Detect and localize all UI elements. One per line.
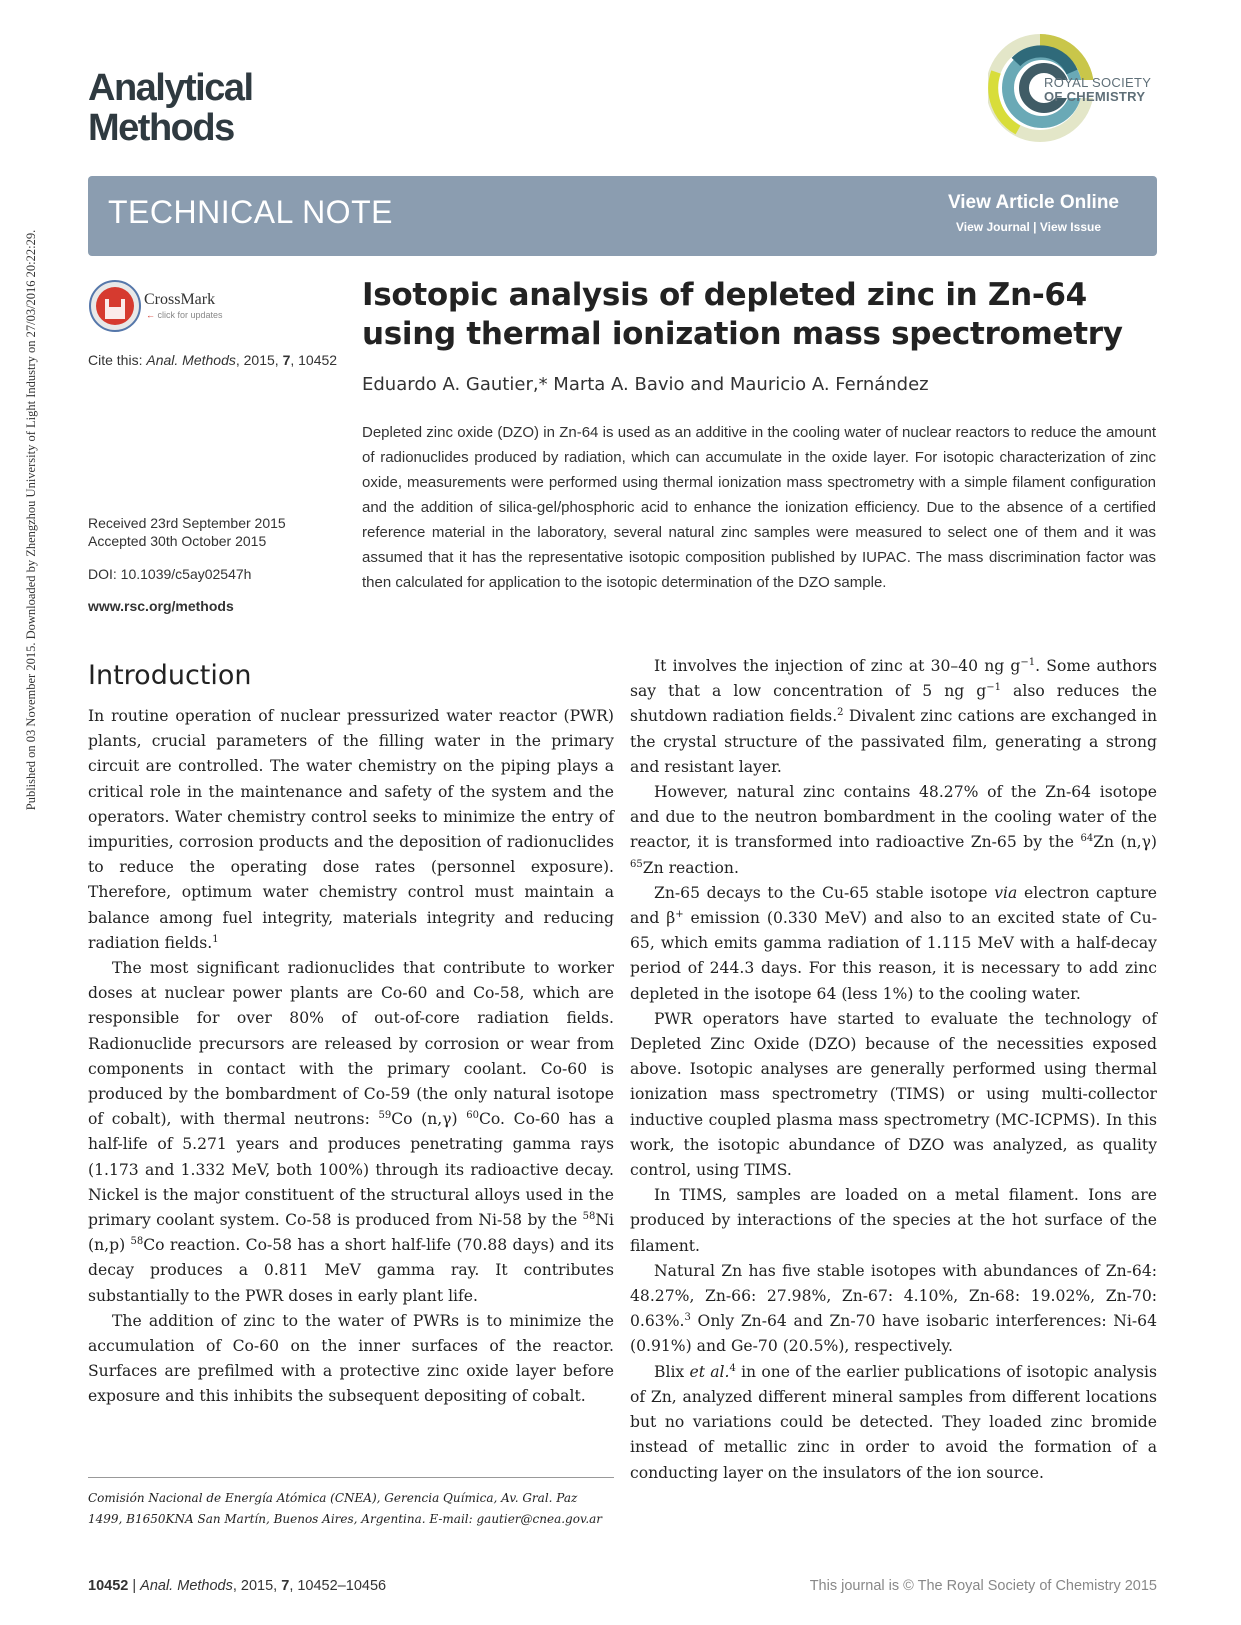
download-notice-text: Published on 03 November 2015. Downloaded by Zhengzhou University of Light Industry on 27/03/2016 20:22:29.	[24, 229, 38, 811]
banner-links: View Journal | View Issue	[956, 220, 1101, 234]
crossmark-icon	[88, 279, 142, 333]
paragraph: Blix et al.$^4$ in one of the earlier publications of isotopic analysis of Zn, analyzed different mineral samples from different locations but no variations could be detected. They loaded zinc bromide instead of metallic zinc in order to avoid the formation of a conducting layer on the insulators of the ion source.	[630, 1362, 1158, 1482]
received-date: Received 23rd September 2015	[88, 515, 286, 531]
affiliation-footnote: Comisión Nacional de Energía Atómica (CNEA), Gerencia Química, Av. Gral. Paz 1499, B1650KNA San Martín, Buenos Aires, Argentina. E-mail: gautier@cnea.gov.ar	[88, 1491, 603, 1526]
paragraph: However, natural zinc contains 48.27% of the Zn-64 isotope and due to the neutron bombardment in the cooling water of the reactor, it is transformed into radioactive Zn-65 by the $^{64}$Zn (n,γ) $^{65}$Zn reaction.	[630, 783, 1157, 877]
view-journal-link[interactable]: View Journal	[956, 220, 1030, 234]
cite-this: Cite this: Anal. Methods, 2015, 7, 10452	[88, 352, 338, 368]
article-type: TECHNICAL NOTE	[108, 194, 393, 230]
section-heading-introduction: Introduction	[88, 660, 252, 691]
paragraph: The most significant radionuclides that contribute to worker doses at nuclear power plants are Co-60 and Co-58, which are responsible for over 80% of out-of-core radiation fields. Radionuclide precursors are released by corrosion or wear from components in contact with the primary coolant. Co-60 is produced by the bombardment of Co-59 (the only natural isotope of cobalt), with thermal neutrons: $^{59}$Co (n,γ) $^{60}$Co. Co-60 has a half-life of 5.271 years and produces penetrating gamma rays (1.173 and 1.332 MeV, both 100%) through its radioactive decay. Nickel is the major constituent of the structural alloys used in the primary coolant system. Co-58 is produced from Ni-58 by the $^{58}$Ni (n,p) $^{58}$Co reaction. Co-58 has a short half-life (70.88 days) and its decay produces a 0.811 MeV gamma ray. It contributes substantially to the PWR doses in early plant life.	[88, 959, 615, 1305]
rsc-logo	[988, 32, 1158, 144]
crossmark-badge[interactable]	[88, 279, 268, 335]
paragraph: In routine operation of nuclear pressurized water reactor (PWR) plants, crucial parameters of the filling water in the primary circuit are controlled. The water chemistry on the piping plays a critical role in the maintenance and safety of the system and the operators. Water chemistry control seeks to minimize the entry of impurities, corrosion products and the deposition of radionuclides to reduce the operating dose rates (personnel exposure). Therefore, optimum water chemistry control must maintain a balance among fuel integrity, materials integrity and reducing radiation fields.$^1$	[88, 707, 614, 952]
journal-logo: Analytical Methods	[88, 67, 253, 149]
paragraph: Natural Zn has five stable isotopes with abundances of Zn-64: 48.27%, Zn-66: 27.98%, Zn-67: 4.10%, Zn-68: 19.02%, Zn-70: 0.63%.$^3$ Only Zn-64 and Zn-70 have isobaric interferences: Ni-64 (0.91%) and Ge-70 (20.5%), respectively.	[630, 1261, 1157, 1356]
right-column	[630, 654, 1157, 1486]
paragraph: Zn-65 decays to the Cu-65 stable isotope via electron capture and β+ emission (0.330 MeV) and also to an excited state of Cu-65, which emits gamma radiation of 1.115 MeV with a half-decay period of 244.3 days. For this reason, it is necessary to add zinc depleted in the isotope 64 (less 1%) to the cooling water.	[630, 883, 1158, 1003]
crossmark-sub: ← click for updates	[146, 310, 223, 320]
authors: Eduardo A. Gautier,* Marta A. Bavio and Mauricio A. Fernández	[362, 374, 929, 395]
crossmark-label: CrossMark	[144, 291, 216, 308]
paragraph: PWR operators have started to evaluate the technology of Depleted Zinc Oxide (DZO) because of the necessities exposed above. Isotopic analyses are generally performed using thermal ionization mass spectrometry (TIMS) or using multi-collector inductive coupled plasma mass spectrometry (MC-ICPMS). In this work, the isotopic abundance of DZO was analyzed, as quality control, using TIMS.	[630, 1009, 1157, 1180]
article-title: Isotopic analysis of depleted zinc in Zn-64 using thermal ionization mass spectrometry	[362, 277, 1123, 352]
doi[interactable]: DOI: 10.1039/c5ay02547h	[88, 566, 252, 582]
view-article-online-link[interactable]: View Article Online	[947, 192, 1119, 213]
article-type-banner	[88, 176, 1157, 256]
paragraph: The addition of zinc to the water of PWRs is to minimize the accumulation of Co-60 on the inner surfaces of the reactor. Surfaces are prefilmed with a protective zinc oxide layer before exposure and this inhibits the subsequent depositing of cobalt.	[88, 1311, 614, 1406]
journal-website[interactable]: www.rsc.org/methods	[88, 598, 234, 614]
rsc-wordmark: ROYAL SOCIETY OF CHEMISTRY	[1044, 75, 1152, 104]
page-footer-citation: 10452 | Anal. Methods, 2015, 7, 10452–10456	[88, 1578, 387, 1594]
page-footer-copyright: This journal is © The Royal Society of Chemistry 2015	[809, 1578, 1157, 1594]
left-column	[88, 704, 614, 1410]
download-notice	[2, 20, 38, 1020]
received-dates	[88, 514, 286, 550]
view-issue-link[interactable]: View Issue	[1039, 220, 1101, 234]
paragraph: It involves the injection of zinc at 30–40 ng $g^{-1}$. Some authors say that a low concentration of 5 ng $g^{-1}$ also reduces the shutdown radiation fields.$^2$ Divalent zinc cations are exchanged in the crystal structure of the passivated film, generating a strong and resistant layer.	[630, 656, 1158, 776]
accepted-date: Accepted 30th October 2015	[88, 533, 267, 549]
abstract: Depleted zinc oxide (DZO) in Zn-64 is used as an additive in the cooling water of nuclear reactors to reduce the amount of radionuclides produced by radiation, which can accumulate in the oxide layer. For isotopic characterization of zinc oxide, measurements were performed using thermal ionization mass spectrometry with a simple filament configuration and the addition of silica-gel/phosphoric acid to enhance the ionization efficiency. Due to the absence of a certified reference material in the laboratory, several natural zinc samples were measured to select one of them and it was assumed that it has the representative isotopic composition published by IUPAC. The mass discrimination factor was then calculated for application to the isotopic determination of the DZO sample.	[362, 424, 1156, 591]
paragraph: In TIMS, samples are loaded on a metal filament. Ions are produced by interactions of the species at the hot surface of the filament.	[630, 1186, 1157, 1255]
footnote-divider	[88, 1477, 614, 1478]
